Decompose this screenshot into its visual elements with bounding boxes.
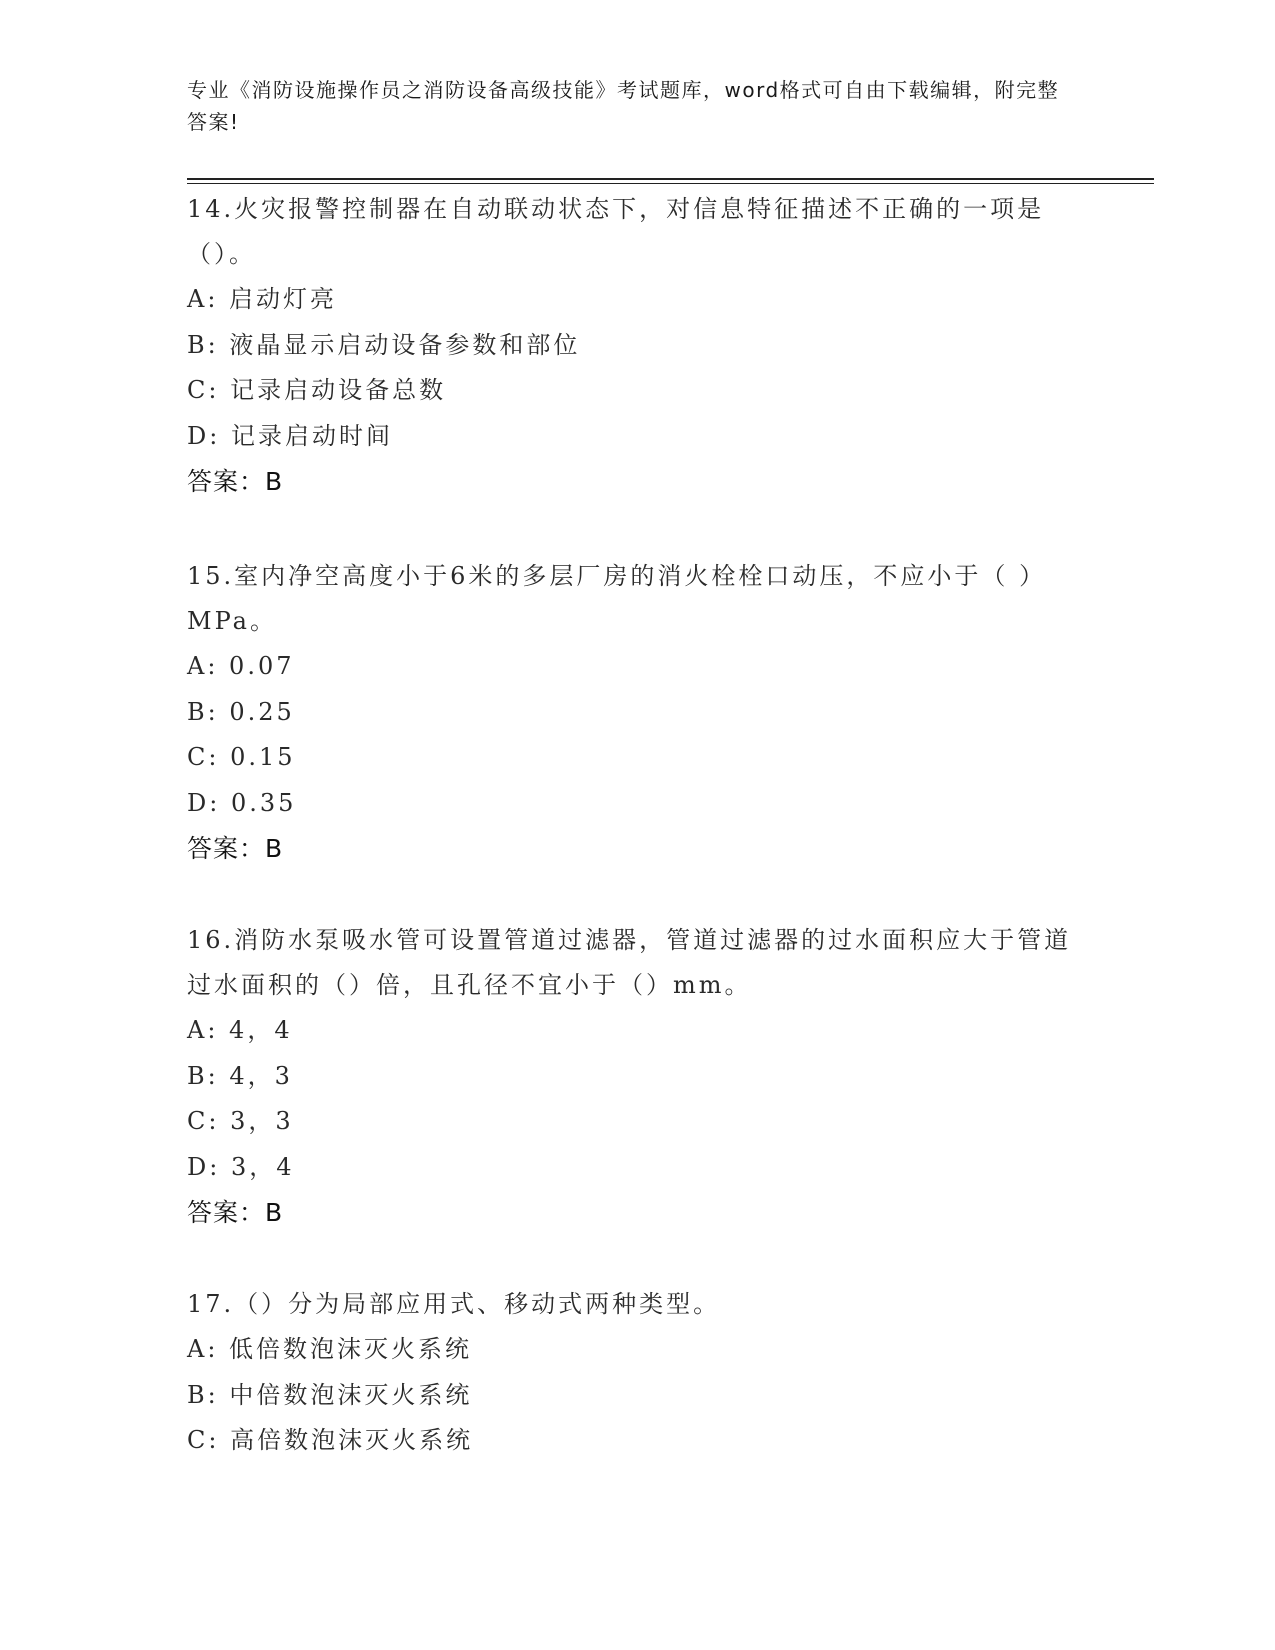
- question-stem: 16.消防水泵吸水管可设置管道过滤器，管道过滤器的过水面积应大于管道过水面积的（）倍，且孔径不宜小于（）mm。: [187, 926, 1072, 999]
- option-a: A: 启动灯亮: [187, 285, 338, 313]
- question-17: [187, 1282, 1087, 1464]
- question-stem: 17.（）分为局部应用式、移动式两种类型。: [187, 1290, 721, 1318]
- option-a: A: 4，4: [187, 1016, 293, 1044]
- option-c: C: 0.15: [187, 743, 296, 771]
- header-divider: [187, 178, 1154, 180]
- option-b: B: 中倍数泡沫灭火系统: [187, 1380, 473, 1409]
- option-a: A: 低倍数泡沫灭火系统: [187, 1335, 473, 1363]
- answer-line: 答案：B: [187, 467, 284, 496]
- option-d: D: 3，4: [187, 1152, 295, 1181]
- option-d: D: 记录启动时间: [187, 421, 393, 450]
- option-b: B: 4，3: [187, 1061, 293, 1090]
- header-divider-thin: [187, 183, 1154, 184]
- option-b: B: 液晶显示启动设备参数和部位: [187, 330, 581, 359]
- question-14: [187, 187, 1087, 504]
- question-15: [187, 554, 1087, 871]
- option-c: C: 高倍数泡沫灭火系统: [187, 1426, 474, 1454]
- option-b: B: 0.25: [187, 697, 295, 726]
- option-c: C: 3，3: [187, 1107, 294, 1135]
- document-header: 专业《消防设施操作员之消防设备高级技能》考试题库，word格式可自由下载编辑，附完整答案!: [187, 78, 1060, 134]
- question-stem: 15.室内净空高度小于6米的多层厂房的消火栓栓口动压，不应小于（ ）MPa。: [187, 562, 1047, 635]
- option-d: D: 0.35: [187, 788, 297, 817]
- question-16: [187, 918, 1087, 1235]
- option-a: A: 0.07: [187, 652, 295, 680]
- answer-line: 答案：B: [187, 834, 284, 863]
- option-c: C: 记录启动设备总数: [187, 376, 447, 404]
- question-stem: 14.火灾报警控制器在自动联动状态下，对信息特征描述不正确的一项是（）。: [187, 195, 1045, 268]
- answer-line: 答案：B: [187, 1198, 284, 1227]
